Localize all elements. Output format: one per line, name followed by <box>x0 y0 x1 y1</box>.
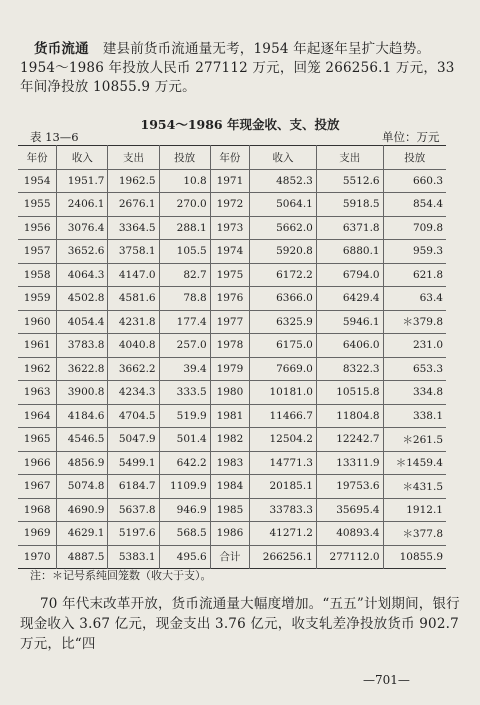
table-cell: 1964 <box>18 404 57 428</box>
table-cell: 10.8 <box>159 169 210 193</box>
table-cell: 854.4 <box>383 193 446 217</box>
table-cell: 5074.8 <box>57 475 108 499</box>
table-cell: 105.5 <box>159 240 210 264</box>
table-cell: 14771.3 <box>250 451 317 475</box>
table-cell: 257.0 <box>159 334 210 358</box>
table-cell: 270.0 <box>159 193 210 217</box>
table-cell: 709.8 <box>383 216 446 240</box>
table-body <box>18 169 446 569</box>
table-cell: 5662.0 <box>250 216 317 240</box>
table-cell: 1979 <box>210 357 249 381</box>
table-cell: 8322.3 <box>316 357 383 381</box>
table-cell: 1968 <box>18 498 57 522</box>
table-cell: 5383.1 <box>108 545 159 569</box>
table-cell: 10181.0 <box>250 381 317 405</box>
body-paragraph: 70 年代末改革开放，货币流通量大幅度增加。“五五”计划期间，银行现金收入 3.67 亿元，现金支出 3.76 亿元，收支轧差净投放货币 902.7 万元，比“四 <box>20 596 460 652</box>
table-cell: 1960 <box>18 310 57 334</box>
table-cell: 40893.4 <box>316 522 383 546</box>
table-cell: 20185.1 <box>250 475 317 499</box>
table-cell: 3783.8 <box>57 334 108 358</box>
table-cell: 5512.6 <box>316 169 383 193</box>
table-cell: 959.3 <box>383 240 446 264</box>
table-cell: 6366.0 <box>250 287 317 311</box>
table-row <box>18 475 446 499</box>
table-row <box>18 404 446 428</box>
column-header: 收入 <box>57 146 108 170</box>
table-cell: 4040.8 <box>108 334 159 358</box>
table-cell: 6794.0 <box>316 263 383 287</box>
table-cell: 4690.9 <box>57 498 108 522</box>
table-cell: 1980 <box>210 381 249 405</box>
table-cell: 63.4 <box>383 287 446 311</box>
table-cell: 495.6 <box>159 545 210 569</box>
table-cell: 1957 <box>18 240 57 264</box>
table-cell: 6880.1 <box>316 240 383 264</box>
table-cell: 1956 <box>18 216 57 240</box>
table-cell: 3622.8 <box>57 357 108 381</box>
table-cell: 4147.0 <box>108 263 159 287</box>
table-cell: 1962 <box>18 357 57 381</box>
table-cell: 334.8 <box>383 381 446 405</box>
table-cell: 1974 <box>210 240 249 264</box>
table-row <box>18 498 446 522</box>
table-cell: 1959 <box>18 287 57 311</box>
table-title: 1954～1986 年现金收、支、投放 <box>140 117 340 132</box>
table-cell: 7669.0 <box>250 357 317 381</box>
table-cell: 4064.3 <box>57 263 108 287</box>
table-cell: 4184.6 <box>57 404 108 428</box>
table-cell: 合计 <box>210 545 249 569</box>
table-cell: 3364.5 <box>108 216 159 240</box>
table-cell: 1971 <box>210 169 249 193</box>
table-cell: 6371.8 <box>316 216 383 240</box>
table-row <box>18 310 446 334</box>
table-cell: 1986 <box>210 522 249 546</box>
table-cell: 3662.2 <box>108 357 159 381</box>
table-cell: 82.7 <box>159 263 210 287</box>
table-cell: 5920.8 <box>250 240 317 264</box>
table-cell: 1954 <box>18 169 57 193</box>
table-cell: 19753.6 <box>316 475 383 499</box>
table-cell: 621.8 <box>383 263 446 287</box>
table-cell: 41271.2 <box>250 522 317 546</box>
table-cell: ＊261.5 <box>383 428 446 452</box>
table-cell: 177.4 <box>159 310 210 334</box>
table-cell: 231.0 <box>383 334 446 358</box>
table-cell: 1963 <box>18 381 57 405</box>
table-cell: 4546.5 <box>57 428 108 452</box>
table-cell: 2406.1 <box>57 193 108 217</box>
table-cell: 1912.1 <box>383 498 446 522</box>
table-cell: ＊431.5 <box>383 475 446 499</box>
table-cell: 1969 <box>18 522 57 546</box>
table-cell: 4231.8 <box>108 310 159 334</box>
table-cell: 6184.7 <box>108 475 159 499</box>
table-cell: 4054.4 <box>57 310 108 334</box>
table-row <box>18 522 446 546</box>
table-cell: ＊379.8 <box>383 310 446 334</box>
table-cell: 4856.9 <box>57 451 108 475</box>
column-header: 收入 <box>250 146 317 170</box>
table-cell: ＊1459.4 <box>383 451 446 475</box>
table-cell: 6406.0 <box>316 334 383 358</box>
column-header: 支出 <box>108 146 159 170</box>
table-row <box>18 428 446 452</box>
table-cell: 653.3 <box>383 357 446 381</box>
table-cell: 4704.5 <box>108 404 159 428</box>
table-cell: 1961 <box>18 334 57 358</box>
table-cell: 1958 <box>18 263 57 287</box>
table-cell: 5946.1 <box>316 310 383 334</box>
column-header: 投放 <box>383 146 446 170</box>
table-cell: 10515.8 <box>316 381 383 405</box>
table-cell: 1962.5 <box>108 169 159 193</box>
table-cell: ＊377.8 <box>383 522 446 546</box>
table-cell: 33783.3 <box>250 498 317 522</box>
table-cell: 5918.5 <box>316 193 383 217</box>
table-cell: 1975 <box>210 263 249 287</box>
table-cell: 1984 <box>210 475 249 499</box>
table-note: 注：＊记号系纯回笼数（收大于支）。 <box>30 569 212 582</box>
page-number: —701— <box>363 673 410 687</box>
table-cell: 1981 <box>210 404 249 428</box>
table-cell: 3652.6 <box>57 240 108 264</box>
table-cell: 10855.9 <box>383 545 446 569</box>
table-cell: 11804.8 <box>316 404 383 428</box>
table-cell: 6172.2 <box>250 263 317 287</box>
table-cell: 6429.4 <box>316 287 383 311</box>
table-cell: 1983 <box>210 451 249 475</box>
table-cell: 12242.7 <box>316 428 383 452</box>
table-cell: 1966 <box>18 451 57 475</box>
table-cell: 5064.1 <box>250 193 317 217</box>
column-header: 投放 <box>159 146 210 170</box>
table-cell: 1978 <box>210 334 249 358</box>
table-cell: 333.5 <box>159 381 210 405</box>
table-cell: 1972 <box>210 193 249 217</box>
table-cell: 5637.8 <box>108 498 159 522</box>
table-cell: 4887.5 <box>57 545 108 569</box>
column-header: 年份 <box>18 146 57 170</box>
table-cell: 277112.0 <box>316 545 383 569</box>
table-row <box>18 216 446 240</box>
table-cell: 338.1 <box>383 404 446 428</box>
table-row <box>18 357 446 381</box>
table-number: 表 13—6 <box>30 130 79 144</box>
table-cell: 4502.8 <box>57 287 108 311</box>
table-cell: 1973 <box>210 216 249 240</box>
column-header: 年份 <box>210 146 249 170</box>
column-header: 支出 <box>316 146 383 170</box>
table-cell: 288.1 <box>159 216 210 240</box>
table-cell: 6325.9 <box>250 310 317 334</box>
table-cell: 519.9 <box>159 404 210 428</box>
table-cell: 4852.3 <box>250 169 317 193</box>
table-cell: 1955 <box>18 193 57 217</box>
table-cell: 39.4 <box>159 357 210 381</box>
table-unit: 单位：万元 <box>382 130 440 144</box>
table-row <box>18 381 446 405</box>
table-cell: 642.2 <box>159 451 210 475</box>
section-heading: 货币流通 <box>34 41 89 57</box>
table-cell: 1977 <box>210 310 249 334</box>
table-cell: 5499.1 <box>108 451 159 475</box>
table-cell: 660.3 <box>383 169 446 193</box>
table-cell: 78.8 <box>159 287 210 311</box>
table-cell: 568.5 <box>159 522 210 546</box>
table-cell: 5047.9 <box>108 428 159 452</box>
table-row <box>18 263 446 287</box>
table-row <box>18 334 446 358</box>
table-cell: 1970 <box>18 545 57 569</box>
table-cell: 2676.1 <box>108 193 159 217</box>
table-cell: 4629.1 <box>57 522 108 546</box>
table-cell: 3900.8 <box>57 381 108 405</box>
table-row <box>18 193 446 217</box>
table-cell: 6175.0 <box>250 334 317 358</box>
table-cell: 5197.6 <box>108 522 159 546</box>
table-cell: 13311.9 <box>316 451 383 475</box>
table-row <box>18 169 446 193</box>
table-cell: 501.4 <box>159 428 210 452</box>
table-cell: 1982 <box>210 428 249 452</box>
table-cell: 1951.7 <box>57 169 108 193</box>
cash-flow-table <box>18 145 446 569</box>
table-cell: 1965 <box>18 428 57 452</box>
table-header-row <box>18 146 446 170</box>
table-cell: 3076.4 <box>57 216 108 240</box>
table-cell: 1985 <box>210 498 249 522</box>
table-cell: 1976 <box>210 287 249 311</box>
table-cell: 3758.1 <box>108 240 159 264</box>
table-cell: 12504.2 <box>250 428 317 452</box>
table-cell: 11466.7 <box>250 404 317 428</box>
table-cell: 4581.6 <box>108 287 159 311</box>
table-cell: 1967 <box>18 475 57 499</box>
table-cell: 266256.1 <box>250 545 317 569</box>
table-cell: 946.9 <box>159 498 210 522</box>
table-row <box>18 240 446 264</box>
table-cell: 35695.4 <box>316 498 383 522</box>
table-cell: 1109.9 <box>159 475 210 499</box>
table-row <box>18 287 446 311</box>
table-row <box>18 545 446 569</box>
intro-text: 建县前货币流通量无考，1954 年起逐年呈扩大趋势。1954～1986 年投放人民币 277112 万元，回笼 266256.1 万元，33 年间净投放 10855.9 万元。 <box>20 41 455 95</box>
table-row <box>18 451 446 475</box>
intro-paragraph <box>20 40 460 97</box>
table-cell: 4234.3 <box>108 381 159 405</box>
